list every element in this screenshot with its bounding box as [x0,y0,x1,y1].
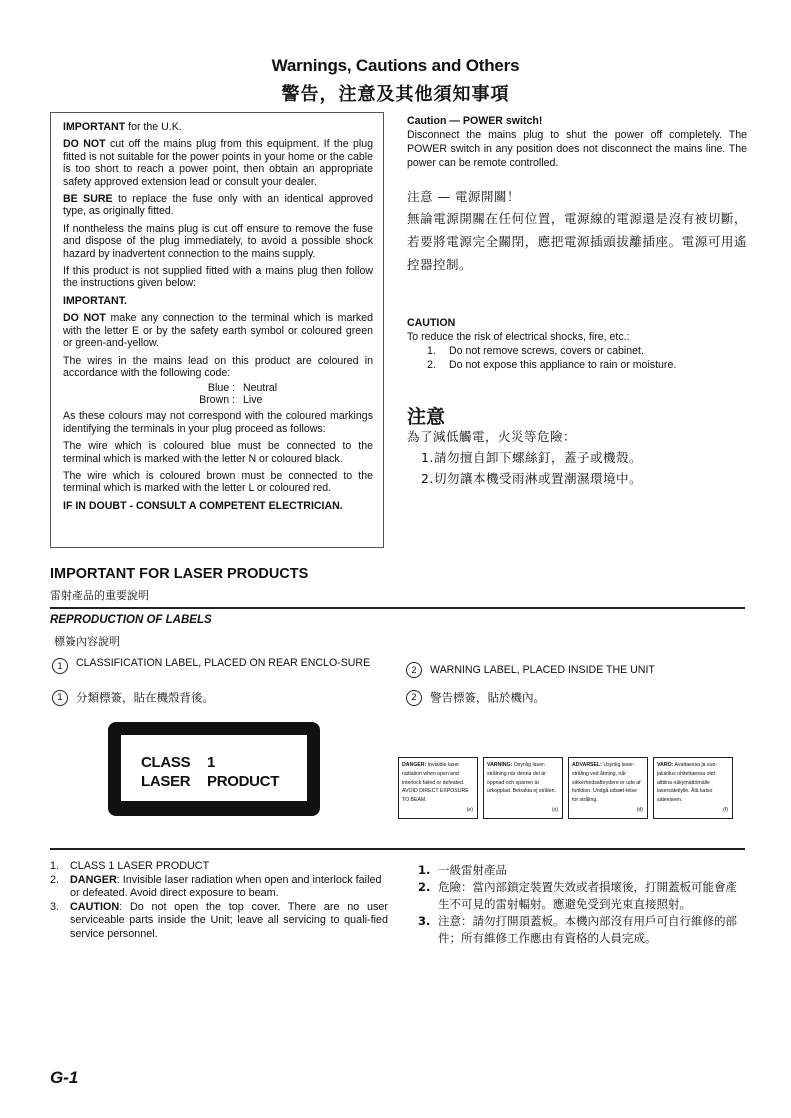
power-switch-caution [407,114,747,170]
reproduction-heading: REPRODUCTION OF LABELS [50,614,212,626]
warning-labels [398,757,733,819]
list-item: 2. 危險：當內部鎖定裝置失效或者損壞後，打開蓋板可能會產生不可見的雷射輻射。應避免受到光束直接照射。 [418,880,737,911]
list-item: 1. 一級雷射產品 [418,863,507,877]
laser-heading: IMPORTANT FOR LASER PRODUCTS [50,566,309,582]
uk-para-do-not-cut: DO NOT cut off the mains plug from this equipment. If the plug fitted is not suitable for the power points in your home or the cable is too short to reach a power point, then obtain an appropriate safety approved extension lead or consult your dealer. [63,138,373,188]
power-caution-zh-title: 注意 — 電源開關！ [407,189,520,204]
uk-para-be-sure: BE SURE to replace the fuse only with an identical approved type, as originally fitted. [63,193,373,218]
circled-number-2-icon: 2 [406,662,422,678]
list-item: 3. 注意：請勿打開頂蓋板。本機內部沒有用戶可自行維修的部件；所有維修工作應由有資格的人員完成。 [418,914,737,945]
wire-color-code: Blue : Neutral Brown : Live [199,382,278,407]
circled-number-2-icon: 2 [406,690,422,706]
warning-label-fi: VARO: Avattaessa ja suo-jalukitus ohitettaessa olet alttiina näkymättömälle lasersäteilylle. Älä katso säteeseen. (f) [653,757,733,819]
uk-para-cut-off: If nontheless the mains plug is cut off ensure to remove the fuse and dispose of the plug immediately, to avoid a possible shock hazard by inadvertent connection to the mains supply. [63,222,373,260]
divider [50,848,745,850]
warning-label-en: DANGER: Invisible laser radiation when open and interlock failed or defeated. AVOID DIRECT EXPOSURE TO BEAM. (e) [398,757,478,819]
label2-caption-zh: 2 警告標簽，貼於機內。 [406,690,545,706]
divider [50,607,745,609]
laser-heading-zh: 雷射產品的重要說明 [50,589,149,602]
caution-section [407,316,747,372]
list-item: 1. 請勿擅自卸下螺絲釘，蓋子或機殼。 [421,450,642,465]
page-title: Warnings, Cautions and Others [271,56,520,75]
power-caution-zh-body: 無論電源開關在任何位置，電源線的電源還是沒有被切斷，若要將電源完全關閉，應把電源插頭拔離插座。電源可用遙控器控制。 [407,211,747,272]
uk-para-blue-wire: The wire which is coloured blue must be connected to the terminal which is marked with the letter N or coloured black. [63,440,373,465]
caution-zh-title: 注意 [407,406,446,428]
list-item: 1. CLASS 1 LASER PRODUCT [50,860,210,872]
power-switch-caution-zh [407,186,747,276]
list-item: 2. DANGER: Invisible laser radiation when open and interlock failed or defeated. Avoid direct exposure to beam. [50,873,382,900]
uk-important-box [50,112,384,548]
laser-notes-zh [418,862,748,947]
warning-label-da: ADVARSEL: Usynlig laser-stråling ved åbning, når sikkerhedsafbrydere er ude af funktion. Undgå udsæt-telse for stråling. (d) [568,757,648,819]
class-1-laser-label: CLASS 1 LASER PRODUCT [108,722,320,816]
page-number: G-1 [50,1068,79,1087]
uk-important-heading: IMPORTANT. [63,294,127,307]
warning-label-sv: VARNING: Osynlig laser-strålning när denna del är öppnad och spärren är urkopplad. Betrakta ej strålen. (s) [483,757,563,819]
caution-zh-intro: 為了減低觸電，火災等危險： [407,429,577,444]
uk-closing: IF IN DOUBT - CONSULT A COMPETENT ELECTRICIAN. [63,499,343,512]
label2-caption: 2 WARNING LABEL, PLACED INSIDE THE UNIT [406,662,655,678]
caution-title: CAUTION [407,317,456,329]
caution-list [427,344,747,372]
caution-intro: To reduce the risk of electrical shocks, fire, etc.: [407,331,630,343]
uk-para-not-supplied: If this product is not supplied fitted with a mains plug then follow the instructions given below: [63,265,373,290]
uk-para-colours: As these colours may not correspond with the coloured markings identifying the terminals in your plug proceed as follows: [63,410,373,435]
laser-notes [50,860,388,942]
list-item: 1. Do not remove screws, covers or cabinet. [427,345,644,357]
reproduction-heading-zh: 標簽內容說明 [54,635,120,648]
circled-number-1-icon: 1 [52,658,68,674]
list-item: 2. 切勿讓本機受雨淋或置潮濕環境中。 [421,471,642,486]
page-title-zh: 警告，注意及其他須知事項 [281,84,510,105]
power-caution-body: Disconnect the mains plug to shut the power off completely. The POWER switch in any position does not disconnect the mains line. The power can be remote controlled. [407,129,747,169]
caution-section-zh [407,406,747,489]
power-caution-title: Caution — POWER switch! [407,115,543,127]
label1-caption-zh: 1 分類標簽，貼在機殼背後。 [52,690,214,706]
uk-intro: IMPORTANT for the U.K. [63,121,182,133]
label1-caption: 1 CLASSIFICATION LABEL, PLACED ON REAR ENCLO-SURE [52,658,388,674]
list-item: 3. CAUTION: Do not open the top cover. There are no user serviceable parts inside the Unit; leave all servicing to quali-fied service personnel. [50,900,388,940]
uk-para-do-not-connect: DO NOT make any connection to the terminal which is marked with the letter E or by the safety earth symbol or coloured green or green-and-yellow. [63,312,373,350]
list-item: 2. Do not expose this appliance to rain or moisture. [427,359,677,371]
uk-para-brown-wire: The wire which is coloured brown must be connected to the terminal which is marked with the letter L or coloured red. [63,469,373,495]
uk-para-wires: The wires in the mains lead on this product are coloured in accordance with the following code: [63,354,373,379]
caution-zh-list [421,447,747,489]
circled-number-1-icon: 1 [52,690,68,706]
